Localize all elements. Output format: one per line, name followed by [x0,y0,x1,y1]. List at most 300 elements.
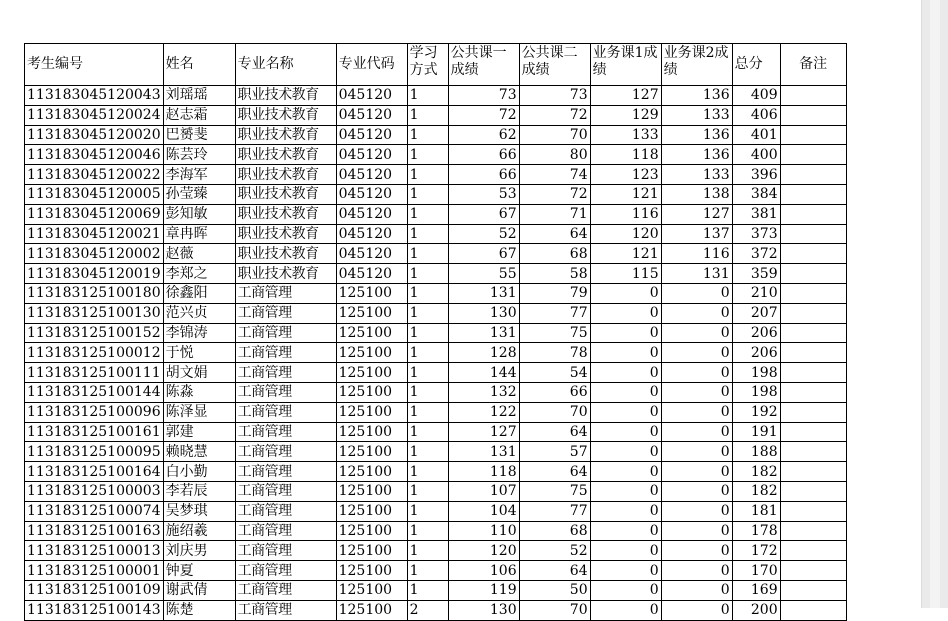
cell-name: 范兴贞 [163,303,235,323]
cell-major-code: 125100 [336,541,407,561]
cell-name: 于悦 [163,343,235,363]
cell-name: 刘庆男 [163,541,235,561]
cell-major-code: 045120 [336,204,407,224]
cell-study-mode: 1 [407,402,448,422]
cell-business1: 116 [590,204,661,224]
cell-business1: 0 [590,343,661,363]
cell-study-mode: 1 [407,343,448,363]
cell-remark [780,382,846,402]
cell-study-mode: 1 [407,561,448,581]
cell-major-code: 125100 [336,402,407,422]
table-row [25,105,847,125]
cell-exam-id: 113183125100013 [25,541,164,561]
cell-study-mode: 1 [407,204,448,224]
cell-total: 178 [732,521,780,541]
cell-study-mode: 1 [407,422,448,442]
cell-public2: 75 [519,481,590,501]
cell-major-name: 工商管理 [235,422,336,442]
cell-public2: 68 [519,521,590,541]
cell-study-mode: 1 [407,244,448,264]
cell-business1: 0 [590,541,661,561]
score-table-body [25,86,847,621]
cell-study-mode: 2 [407,600,448,620]
cell-major-code: 125100 [336,343,407,363]
cell-business2: 0 [661,422,732,442]
table-row [25,521,847,541]
cell-name: 陈泽显 [163,402,235,422]
cell-exam-id: 113183125100144 [25,382,164,402]
cell-name: 李郑之 [163,264,235,284]
table-row [25,165,847,185]
cell-business2: 0 [661,481,732,501]
cell-business2: 0 [661,343,732,363]
cell-study-mode: 1 [407,105,448,125]
cell-business2: 133 [661,165,732,185]
cell-exam-id: 113183045120024 [25,105,164,125]
cell-major-name: 职业技术教育 [235,125,336,145]
cell-public2: 57 [519,442,590,462]
cell-public1: 66 [448,145,519,165]
cell-public2: 77 [519,501,590,521]
cell-exam-id: 113183045120020 [25,125,164,145]
cell-major-code: 045120 [336,86,407,106]
cell-total: 207 [732,303,780,323]
cell-major-code: 125100 [336,283,407,303]
cell-major-name: 工商管理 [235,541,336,561]
cell-major-name: 工商管理 [235,501,336,521]
cell-remark [780,561,846,581]
cell-major-code: 125100 [336,580,407,600]
cell-name: 巴赟斐 [163,125,235,145]
cell-exam-id: 113183125100111 [25,363,164,383]
table-row [25,224,847,244]
cell-major-name: 职业技术教育 [235,145,336,165]
cell-business1: 123 [590,165,661,185]
cell-remark [780,600,846,620]
score-table [24,43,847,621]
cell-exam-id: 113183125100143 [25,600,164,620]
cell-remark [780,343,846,363]
table-row [25,402,847,422]
cell-business1: 0 [590,600,661,620]
cell-public1: 52 [448,224,519,244]
cell-public2: 70 [519,402,590,422]
cell-major-name: 职业技术教育 [235,204,336,224]
cell-major-name: 职业技术教育 [235,264,336,284]
cell-business2: 0 [661,501,732,521]
cell-business2: 127 [661,204,732,224]
table-row [25,145,847,165]
cell-major-code: 045120 [336,165,407,185]
cell-business2: 0 [661,541,732,561]
cell-business2: 136 [661,145,732,165]
cell-study-mode: 1 [407,283,448,303]
cell-major-name: 工商管理 [235,561,336,581]
cell-major-code: 045120 [336,264,407,284]
cell-remark [780,105,846,125]
cell-study-mode: 1 [407,184,448,204]
header-remark: 备注 [780,44,846,86]
cell-total: 384 [732,184,780,204]
table-row [25,264,847,284]
cell-total: 198 [732,363,780,383]
cell-major-code: 045120 [336,184,407,204]
cell-major-name: 工商管理 [235,402,336,422]
cell-exam-id: 113183125100163 [25,521,164,541]
cell-public2: 79 [519,283,590,303]
header-public1: 公共课一成绩 [448,44,519,86]
cell-major-name: 工商管理 [235,600,336,620]
cell-name: 白小勤 [163,462,235,482]
cell-public1: 73 [448,86,519,106]
cell-total: 182 [732,481,780,501]
cell-study-mode: 1 [407,541,448,561]
cell-public2: 58 [519,264,590,284]
header-study-mode: 学习方式 [407,44,448,86]
cell-business2: 0 [661,283,732,303]
cell-major-name: 职业技术教育 [235,105,336,125]
cell-study-mode: 1 [407,580,448,600]
cell-major-code: 125100 [336,382,407,402]
cell-total: 200 [732,600,780,620]
cell-public2: 68 [519,244,590,264]
cell-public2: 80 [519,145,590,165]
cell-business1: 0 [590,481,661,501]
cell-major-code: 045120 [336,105,407,125]
cell-total: 192 [732,402,780,422]
cell-major-name: 工商管理 [235,363,336,383]
cell-major-name: 工商管理 [235,442,336,462]
cell-major-code: 125100 [336,521,407,541]
cell-total: 172 [732,541,780,561]
cell-exam-id: 113183045120022 [25,165,164,185]
cell-remark [780,283,846,303]
cell-remark [780,323,846,343]
cell-business1: 121 [590,244,661,264]
cell-business2: 0 [661,402,732,422]
cell-business1: 115 [590,264,661,284]
cell-major-code: 125100 [336,363,407,383]
cell-exam-id: 113183045120046 [25,145,164,165]
cell-business2: 0 [661,323,732,343]
cell-public2: 66 [519,382,590,402]
cell-public2: 78 [519,343,590,363]
cell-major-name: 职业技术教育 [235,184,336,204]
cell-exam-id: 113183125100012 [25,343,164,363]
cell-name: 陈楚 [163,600,235,620]
cell-major-code: 125100 [336,323,407,343]
cell-public2: 70 [519,125,590,145]
cell-remark [780,580,846,600]
cell-business1: 0 [590,422,661,442]
cell-name: 陈淼 [163,382,235,402]
cell-major-code: 125100 [336,303,407,323]
cell-remark [780,422,846,442]
cell-study-mode: 1 [407,224,448,244]
cell-business2: 0 [661,521,732,541]
cell-major-code: 125100 [336,422,407,442]
cell-public2: 52 [519,541,590,561]
cell-major-code: 125100 [336,561,407,581]
cell-business1: 0 [590,462,661,482]
cell-exam-id: 113183125100180 [25,283,164,303]
cell-study-mode: 1 [407,323,448,343]
cell-name: 钟夏 [163,561,235,581]
cell-public1: 127 [448,422,519,442]
table-row [25,382,847,402]
cell-major-name: 工商管理 [235,521,336,541]
cell-name: 刘瑶瑶 [163,86,235,106]
cell-total: 381 [732,204,780,224]
cell-public2: 54 [519,363,590,383]
cell-public1: 104 [448,501,519,521]
cell-business2: 0 [661,382,732,402]
cell-exam-id: 113183125100095 [25,442,164,462]
cell-major-code: 125100 [336,501,407,521]
cell-exam-id: 113183045120043 [25,86,164,106]
cell-total: 188 [732,442,780,462]
cell-remark [780,165,846,185]
table-row [25,86,847,106]
cell-public2: 74 [519,165,590,185]
cell-business2: 133 [661,105,732,125]
cell-exam-id: 113183125100096 [25,402,164,422]
cell-major-name: 工商管理 [235,283,336,303]
cell-study-mode: 1 [407,86,448,106]
cell-major-code: 125100 [336,600,407,620]
cell-name: 施绍羲 [163,521,235,541]
cell-exam-id: 113183125100001 [25,561,164,581]
cell-name: 章冉晖 [163,224,235,244]
table-row [25,422,847,442]
scrollbar-thumb[interactable] [930,0,940,608]
cell-exam-id: 113183125100074 [25,501,164,521]
cell-exam-id: 113183125100161 [25,422,164,442]
table-row [25,541,847,561]
cell-business2: 136 [661,125,732,145]
cell-business1: 0 [590,521,661,541]
cell-major-name: 工商管理 [235,323,336,343]
header-name: 姓名 [163,44,235,86]
cell-business2: 0 [661,580,732,600]
cell-study-mode: 1 [407,165,448,185]
cell-total: 210 [732,283,780,303]
cell-public1: 132 [448,382,519,402]
cell-exam-id: 113183125100130 [25,303,164,323]
cell-remark [780,184,846,204]
cell-total: 170 [732,561,780,581]
cell-business2: 0 [661,363,732,383]
cell-exam-id: 113183045120005 [25,184,164,204]
header-public2: 公共课二成绩 [519,44,590,86]
cell-name: 李锦涛 [163,323,235,343]
vertical-scrollbar[interactable] [921,0,948,608]
cell-study-mode: 1 [407,481,448,501]
cell-business2: 0 [661,442,732,462]
cell-remark [780,204,846,224]
cell-total: 372 [732,244,780,264]
cell-major-name: 工商管理 [235,382,336,402]
cell-exam-id: 113183125100109 [25,580,164,600]
cell-public1: 131 [448,323,519,343]
cell-name: 陈芸玲 [163,145,235,165]
cell-major-name: 工商管理 [235,343,336,363]
table-row [25,501,847,521]
cell-study-mode: 1 [407,145,448,165]
cell-business1: 0 [590,363,661,383]
header-exam-id: 考生编号 [25,44,164,86]
cell-name: 李若辰 [163,481,235,501]
cell-business1: 127 [590,86,661,106]
cell-remark [780,521,846,541]
cell-total: 182 [732,462,780,482]
cell-total: 191 [732,422,780,442]
cell-study-mode: 1 [407,363,448,383]
cell-total: 169 [732,580,780,600]
cell-major-name: 工商管理 [235,580,336,600]
cell-name: 彭知敏 [163,204,235,224]
cell-business1: 0 [590,382,661,402]
cell-business1: 121 [590,184,661,204]
cell-business1: 120 [590,224,661,244]
cell-remark [780,402,846,422]
cell-study-mode: 1 [407,382,448,402]
cell-public1: 128 [448,343,519,363]
cell-major-name: 工商管理 [235,462,336,482]
cell-public1: 119 [448,580,519,600]
cell-business1: 0 [590,303,661,323]
table-row [25,343,847,363]
cell-major-code: 045120 [336,244,407,264]
cell-remark [780,481,846,501]
table-row [25,283,847,303]
cell-public2: 64 [519,561,590,581]
cell-total: 206 [732,323,780,343]
table-row [25,600,847,620]
cell-business1: 0 [590,501,661,521]
header-row [25,44,847,86]
cell-public2: 64 [519,224,590,244]
cell-remark [780,462,846,482]
cell-total: 373 [732,224,780,244]
cell-public1: 122 [448,402,519,422]
table-row [25,323,847,343]
cell-remark [780,501,846,521]
cell-total: 181 [732,501,780,521]
cell-remark [780,541,846,561]
table-row [25,125,847,145]
cell-major-name: 职业技术教育 [235,244,336,264]
cell-remark [780,264,846,284]
cell-public2: 72 [519,184,590,204]
cell-name: 赵薇 [163,244,235,264]
cell-public2: 72 [519,105,590,125]
cell-total: 359 [732,264,780,284]
cell-public1: 67 [448,204,519,224]
header-total: 总分 [732,44,780,86]
cell-total: 396 [732,165,780,185]
cell-remark [780,303,846,323]
cell-public1: 131 [448,442,519,462]
cell-business1: 0 [590,561,661,581]
cell-remark [780,224,846,244]
table-row [25,184,847,204]
cell-total: 206 [732,343,780,363]
cell-study-mode: 1 [407,264,448,284]
cell-exam-id: 113183045120069 [25,204,164,224]
cell-business2: 137 [661,224,732,244]
cell-remark [780,86,846,106]
cell-name: 赵志霜 [163,105,235,125]
cell-total: 409 [732,86,780,106]
cell-business2: 116 [661,244,732,264]
cell-total: 198 [732,382,780,402]
cell-business2: 138 [661,184,732,204]
cell-public2: 64 [519,422,590,442]
table-row [25,561,847,581]
table-row [25,363,847,383]
cell-public2: 64 [519,462,590,482]
cell-public2: 70 [519,600,590,620]
cell-public1: 53 [448,184,519,204]
table-row [25,204,847,224]
cell-exam-id: 113183045120019 [25,264,164,284]
cell-remark [780,125,846,145]
cell-business1: 0 [590,580,661,600]
cell-remark [780,363,846,383]
cell-business2: 0 [661,561,732,581]
cell-public1: 130 [448,600,519,620]
table-row [25,481,847,501]
cell-exam-id: 113183045120021 [25,224,164,244]
cell-public2: 73 [519,86,590,106]
cell-name: 孙莹臻 [163,184,235,204]
cell-public2: 50 [519,580,590,600]
cell-remark [780,442,846,462]
cell-business1: 129 [590,105,661,125]
cell-public1: 144 [448,363,519,383]
cell-study-mode: 1 [407,462,448,482]
cell-public1: 72 [448,105,519,125]
cell-exam-id: 113183125100164 [25,462,164,482]
cell-name: 吴梦琪 [163,501,235,521]
cell-study-mode: 1 [407,501,448,521]
cell-public1: 110 [448,521,519,541]
cell-total: 401 [732,125,780,145]
cell-public1: 131 [448,283,519,303]
cell-study-mode: 1 [407,303,448,323]
cell-business1: 118 [590,145,661,165]
cell-business1: 0 [590,323,661,343]
table-row [25,462,847,482]
cell-major-code: 045120 [336,145,407,165]
cell-major-name: 工商管理 [235,303,336,323]
cell-name: 赖晓慧 [163,442,235,462]
cell-major-code: 125100 [336,481,407,501]
cell-exam-id: 113183045120002 [25,244,164,264]
header-major-code: 专业代码 [336,44,407,86]
cell-name: 郭建 [163,422,235,442]
cell-study-mode: 1 [407,442,448,462]
table-row [25,580,847,600]
table-row [25,303,847,323]
header-major-name: 专业名称 [235,44,336,86]
cell-remark [780,145,846,165]
table-row [25,442,847,462]
cell-major-code: 045120 [336,224,407,244]
cell-public2: 75 [519,323,590,343]
cell-remark [780,244,846,264]
